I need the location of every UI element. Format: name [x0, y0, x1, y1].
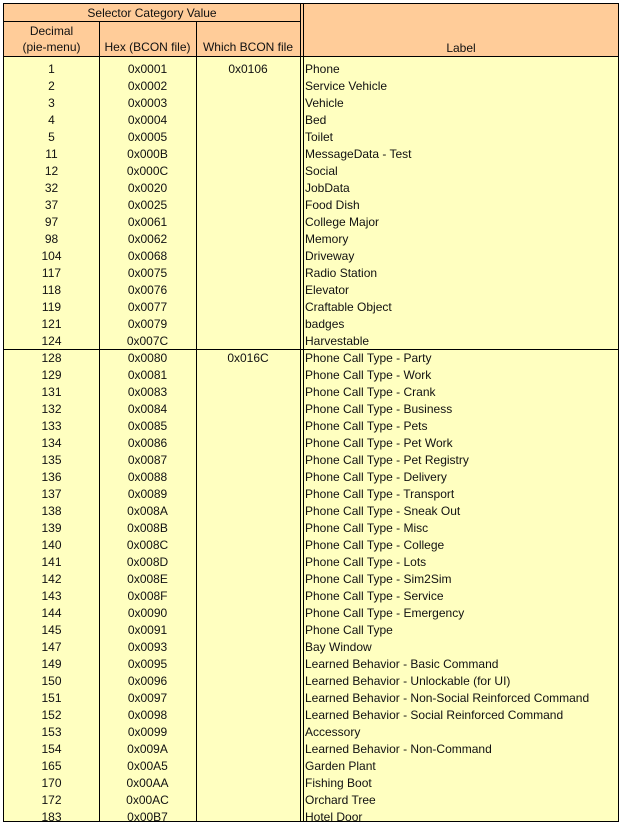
table-row — [4, 469, 618, 486]
label-cell: Phone Call Type - Pets — [305, 419, 428, 433]
label-cell: Toilet — [305, 130, 334, 144]
hex-cell: 0x0099 — [127, 725, 168, 739]
hex-cell: 0x0097 — [127, 691, 168, 705]
hex-cell: 0x0062 — [127, 232, 168, 246]
label-cell: Bay Window — [305, 640, 372, 654]
table-row — [4, 61, 618, 78]
table-row — [4, 741, 618, 758]
decimal-cell: 151 — [41, 691, 62, 705]
hex-cell: 0x0020 — [127, 181, 168, 195]
label-cell: Food Dish — [305, 198, 360, 212]
hex-cell: 0x0079 — [127, 317, 168, 331]
table-row — [4, 299, 618, 316]
label-cell: JobData — [305, 181, 350, 195]
label-cell: Phone Call Type — [305, 623, 393, 637]
label-cell: Phone Call Type - Transport — [305, 487, 455, 501]
group-header-selector-category-value: Selector Category Value — [87, 6, 217, 20]
decimal-cell: 1 — [48, 62, 55, 76]
hex-cell: 0x0096 — [127, 674, 168, 688]
table-row — [4, 350, 618, 367]
decimal-cell: 104 — [41, 249, 62, 263]
col-header-bcon: Which BCON file — [202, 40, 294, 54]
table-row — [4, 520, 618, 537]
label-cell: Hotel Door — [305, 810, 363, 824]
label-cell: Radio Station — [305, 266, 378, 280]
table-row — [4, 605, 618, 622]
table-row — [4, 95, 618, 112]
hex-cell: 0x0093 — [127, 640, 168, 654]
decimal-cell: 4 — [48, 113, 55, 127]
label-cell: Learned Behavior - Non-Social Reinforced Command — [305, 691, 590, 705]
label-cell: Learned Behavior - Non-Command — [305, 742, 492, 756]
hex-cell: 0x0091 — [127, 623, 168, 637]
label-cell: Phone Call Type - Sneak Out — [305, 504, 461, 518]
decimal-cell: 128 — [41, 351, 62, 365]
decimal-cell: 2 — [48, 79, 55, 93]
hex-cell: 0x0077 — [127, 300, 168, 314]
decimal-cell: 141 — [41, 555, 62, 569]
hex-cell: 0x007C — [126, 334, 169, 348]
decimal-cell: 135 — [41, 453, 62, 467]
decimal-cell: 136 — [41, 470, 62, 484]
hex-cell: 0x0081 — [127, 368, 168, 382]
group-separator — [4, 349, 618, 350]
table-row — [4, 214, 618, 231]
hex-cell: 0x00B7 — [127, 810, 168, 824]
label-cell: Phone Call Type - Work — [305, 368, 432, 382]
hex-cell: 0x00A5 — [127, 759, 168, 773]
column-divider — [300, 4, 301, 821]
table-row — [4, 792, 618, 809]
bcon-cell: 0x016C — [227, 351, 269, 365]
decimal-cell: 154 — [41, 742, 62, 756]
decimal-cell: 3 — [48, 96, 55, 110]
hex-cell: 0x008A — [127, 504, 168, 518]
hex-cell: 0x0090 — [127, 606, 168, 620]
label-cell: Phone — [305, 62, 340, 76]
selector-category-table — [3, 3, 619, 822]
hex-cell: 0x0089 — [127, 487, 168, 501]
label-cell: Memory — [305, 232, 349, 246]
hex-cell: 0x0076 — [127, 283, 168, 297]
decimal-cell: 129 — [41, 368, 62, 382]
label-cell: Fishing Boot — [305, 776, 372, 790]
decimal-cell: 37 — [44, 198, 59, 212]
label-cell: Learned Behavior - Social Reinforced Command — [305, 708, 564, 722]
table-row — [4, 571, 618, 588]
decimal-cell: 172 — [41, 793, 62, 807]
hex-cell: 0x008E — [127, 572, 168, 586]
table-row — [4, 588, 618, 605]
table-row — [4, 503, 618, 520]
col-header-decimal-sub: (pie-menu) — [22, 40, 81, 54]
label-cell: Harvestable — [305, 334, 370, 348]
table-row — [4, 384, 618, 401]
label-cell: Phone Call Type - Crank — [305, 385, 436, 399]
table-row — [4, 282, 618, 299]
hex-cell: 0x0080 — [127, 351, 168, 365]
column-divider — [99, 22, 100, 821]
decimal-cell: 32 — [44, 181, 59, 195]
hex-cell: 0x0025 — [127, 198, 168, 212]
decimal-cell: 117 — [41, 266, 62, 280]
col-header-label: Label — [446, 41, 476, 55]
hex-cell: 0x0005 — [127, 130, 168, 144]
decimal-cell: 124 — [41, 334, 62, 348]
table-row — [4, 163, 618, 180]
column-divider — [303, 4, 304, 821]
decimal-cell: 149 — [41, 657, 62, 671]
label-cell: Accessory — [305, 725, 361, 739]
decimal-cell: 5 — [48, 130, 55, 144]
label-cell: Elevator — [305, 283, 350, 297]
decimal-cell: 153 — [41, 725, 62, 739]
hex-cell: 0x0075 — [127, 266, 168, 280]
table-row — [4, 231, 618, 248]
decimal-cell: 134 — [41, 436, 62, 450]
col-header-decimal: Decimal — [29, 24, 74, 38]
hex-cell: 0x008F — [127, 589, 168, 603]
hex-cell: 0x0003 — [127, 96, 168, 110]
table-row — [4, 622, 618, 639]
table-row — [4, 724, 618, 741]
hex-cell: 0x008C — [126, 538, 169, 552]
decimal-cell: 145 — [41, 623, 62, 637]
decimal-cell: 133 — [41, 419, 62, 433]
hex-cell: 0x0002 — [127, 79, 168, 93]
decimal-cell: 144 — [41, 606, 62, 620]
label-cell: badges — [305, 317, 345, 331]
table-row — [4, 248, 618, 265]
decimal-cell: 152 — [41, 708, 62, 722]
label-cell: Phone Call Type - Service — [305, 589, 444, 603]
decimal-cell: 137 — [41, 487, 62, 501]
table-row — [4, 146, 618, 163]
label-cell: Phone Call Type - Misc — [305, 521, 429, 535]
table-row — [4, 129, 618, 146]
decimal-cell: 131 — [41, 385, 62, 399]
label-cell: MessageData - Test — [305, 147, 412, 161]
table-row — [4, 180, 618, 197]
table-row — [4, 758, 618, 775]
label-cell: Phone Call Type - Emergency — [305, 606, 465, 620]
table-row — [4, 367, 618, 384]
hex-cell: 0x008B — [127, 521, 168, 535]
decimal-cell: 150 — [41, 674, 62, 688]
table-row — [4, 333, 618, 350]
col-header-hex: Hex (BCON file) — [104, 40, 191, 54]
label-cell: Service Vehicle — [305, 79, 388, 93]
table-row — [4, 656, 618, 673]
hex-cell: 0x0085 — [127, 419, 168, 433]
label-cell: Phone Call Type - Lots — [305, 555, 427, 569]
decimal-cell: 98 — [44, 232, 59, 246]
hex-cell: 0x0061 — [127, 215, 168, 229]
decimal-cell: 142 — [41, 572, 62, 586]
label-cell: Driveway — [305, 249, 355, 263]
label-cell: Phone Call Type - College — [305, 538, 445, 552]
table-row — [4, 690, 618, 707]
table-row — [4, 78, 618, 95]
label-cell: Social — [305, 164, 338, 178]
label-cell: Phone Call Type - Pet Work — [305, 436, 453, 450]
decimal-cell: 138 — [41, 504, 62, 518]
label-cell: Vehicle — [305, 96, 344, 110]
hex-cell: 0x000C — [126, 164, 169, 178]
decimal-cell: 12 — [44, 164, 59, 178]
decimal-cell: 143 — [41, 589, 62, 603]
label-cell: Phone Call Type - Sim2Sim — [305, 572, 452, 586]
label-cell: Phone Call Type - Party — [305, 351, 432, 365]
table-row — [4, 554, 618, 571]
decimal-cell: 183 — [41, 810, 62, 824]
label-cell: Craftable Object — [305, 300, 392, 314]
hex-cell: 0x0088 — [127, 470, 168, 484]
decimal-cell: 132 — [41, 402, 62, 416]
column-divider — [196, 22, 197, 821]
table-row — [4, 316, 618, 333]
table-row — [4, 809, 618, 826]
table-row — [4, 435, 618, 452]
table-row — [4, 486, 618, 503]
hex-cell: 0x0087 — [127, 453, 168, 467]
label-cell: Bed — [305, 113, 327, 127]
label-cell: Phone Call Type - Pet Registry — [305, 453, 469, 467]
label-cell: Phone Call Type - Delivery — [305, 470, 447, 484]
table-row — [4, 673, 618, 690]
hex-cell: 0x0084 — [127, 402, 168, 416]
table-row — [4, 112, 618, 129]
decimal-cell: 118 — [41, 283, 62, 297]
table-row — [4, 775, 618, 792]
hex-cell: 0x0095 — [127, 657, 168, 671]
header-divider — [4, 21, 300, 22]
hex-cell: 0x0086 — [127, 436, 168, 450]
label-cell: Garden Plant — [305, 759, 376, 773]
decimal-cell: 97 — [44, 215, 59, 229]
table-row — [4, 639, 618, 656]
hex-cell: 0x0004 — [127, 113, 168, 127]
decimal-cell: 140 — [41, 538, 62, 552]
decimal-cell: 121 — [41, 317, 62, 331]
decimal-cell: 165 — [41, 759, 62, 773]
hex-cell: 0x0001 — [127, 62, 168, 76]
hex-cell: 0x0083 — [127, 385, 168, 399]
decimal-cell: 11 — [45, 147, 58, 161]
label-cell: Learned Behavior - Unlockable (for UI) — [305, 674, 511, 688]
hex-cell: 0x0068 — [127, 249, 168, 263]
table-row — [4, 452, 618, 469]
table-row — [4, 707, 618, 724]
label-cell: College Major — [305, 215, 380, 229]
table-row — [4, 401, 618, 418]
decimal-cell: 147 — [41, 640, 62, 654]
table-row — [4, 265, 618, 282]
table-row — [4, 418, 618, 435]
table-row — [4, 537, 618, 554]
table-row — [4, 197, 618, 214]
hex-cell: 0x008D — [126, 555, 169, 569]
label-cell: Learned Behavior - Basic Command — [305, 657, 499, 671]
hex-cell: 0x009A — [127, 742, 168, 756]
decimal-cell: 119 — [41, 300, 62, 314]
hex-cell: 0x0098 — [127, 708, 168, 722]
decimal-cell: 170 — [41, 776, 62, 790]
hex-cell: 0x00AA — [126, 776, 169, 790]
label-cell: Orchard Tree — [305, 793, 376, 807]
bcon-cell: 0x0106 — [228, 62, 268, 76]
label-cell: Phone Call Type - Business — [305, 402, 453, 416]
decimal-cell: 139 — [41, 521, 62, 535]
hex-cell: 0x00AC — [126, 793, 169, 807]
hex-cell: 0x000B — [127, 147, 168, 161]
